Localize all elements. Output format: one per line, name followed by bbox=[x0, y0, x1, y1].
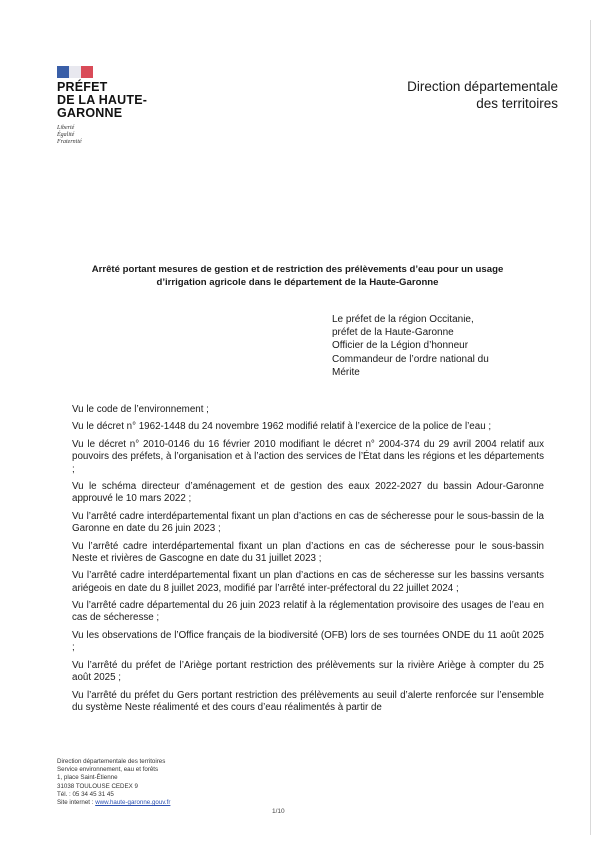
marianne-logo bbox=[57, 66, 167, 146]
title-line: Arrêté portant mesures de gestion et de restriction des prélèvements d’eau pour un usage bbox=[91, 264, 504, 275]
visa-paragraph: Vu l’arrêté cadre départemental du 26 juin 2023 relatif à la réglementation provisoire des usages de l’eau en cas de sécheresse ; bbox=[72, 600, 544, 624]
visas-list bbox=[72, 404, 544, 719]
visa-paragraph: Vu l’arrêté cadre interdépartemental fixant un plan d’actions en cas de sécheresse pour le sous-bassin Neste et rivières de Gascogne en date du 31 juillet 2023 ; bbox=[72, 540, 544, 564]
visa-paragraph: Vu le code de l’environnement ; bbox=[72, 404, 209, 415]
issuing-service-title bbox=[407, 78, 558, 112]
site-label: Site internet : bbox=[57, 799, 96, 807]
logo-line: GARONNE bbox=[57, 106, 123, 120]
footer-line: 31038 TOULOUSE CEDEX 9 bbox=[57, 782, 138, 790]
devise bbox=[57, 125, 167, 146]
prefet-line: Commandeur de l’ordre national du bbox=[332, 353, 489, 365]
logo-line: DE LA HAUTE- bbox=[57, 93, 148, 107]
footer-address bbox=[57, 758, 257, 807]
devise-line: Fraternité bbox=[57, 139, 82, 145]
footer-line: Service environnement, eau et forêts bbox=[57, 766, 159, 774]
footer-line: Tél. : 05 34 45 31 45 bbox=[57, 790, 114, 798]
visa-paragraph: Vu l’arrêté du préfet du Gers portant restriction des prélèvements au seuil d’alerte renforcée sur l’ensemble du système Neste réalimenté et des cours d’eau réalimentés à partir de bbox=[72, 689, 544, 713]
visa-paragraph: Vu l’arrêté cadre interdépartemental fixant un plan d’actions en cas de sécheresse sur les bassins versants ariégeois en date du 8 juillet 2023, modifié par l’arrêté inter-préfectoral du 22 juillet 2024 ; bbox=[72, 570, 544, 594]
title-line: d’irrigation agricole dans le département de la Haute-Garonne bbox=[156, 276, 439, 288]
visa-paragraph: Vu les observations de l’Office français de la biodiversité (OFB) lors de ses tournées ONDE du 11 août 2025 ; bbox=[72, 629, 544, 654]
flag-icon bbox=[57, 66, 93, 78]
footer-line: 1, place Saint-Étienne bbox=[57, 774, 118, 782]
visa-paragraph: Vu le décret n° 2010-0146 du 16 février 2010 modifiant le décret n° 2004-374 du 29 avril 2004 relatif aux pouvoirs des préfets, à l’organisation et à l’action des services de l’État dans les régions et les départements ; bbox=[72, 438, 544, 475]
visa-paragraph: Vu le schéma directeur d’aménagement et de gestion des eaux 2022-2027 du bassin Adour-Garonne approuvé le 10 mars 2022 ; bbox=[72, 481, 544, 505]
devise-line: Égalité bbox=[57, 132, 75, 138]
prefet-line: préfet de la Haute-Garonne bbox=[332, 327, 454, 339]
visa-paragraph: Vu l’arrêté cadre interdépartemental fixant un plan d’actions en cas de sécheresse pour le sous-bassin de la Garonne en date du 26 juin 2023 ; bbox=[72, 510, 544, 535]
ddt-line: Direction départementale bbox=[407, 79, 558, 94]
ddt-line: des territoires bbox=[476, 96, 558, 111]
prefet-line: Officier de la Légion d’honneur bbox=[332, 340, 469, 352]
prefet-line: Le préfet de la région Occitanie, bbox=[332, 314, 474, 325]
footer-site bbox=[57, 799, 257, 807]
scan-edge-divider bbox=[590, 20, 591, 835]
visa-paragraph: Vu le décret n° 1962-1448 du 24 novembre 1962 modifié relatif à l’exercice de la police de l’eau ; bbox=[72, 421, 492, 433]
prefet-signatory-block bbox=[332, 313, 547, 379]
arrete-title bbox=[50, 264, 545, 289]
visa-paragraph: Vu l’arrêté du préfet de l’Ariège portant restriction des prélèvements sur la rivière Ariège à compter du 25 août 2025 ; bbox=[72, 659, 544, 684]
page-number: 1/10 bbox=[272, 808, 285, 815]
devise-line: Liberté bbox=[57, 125, 75, 131]
footer-line: Direction départementale des territoires bbox=[57, 758, 166, 765]
logo-line: PRÉFET bbox=[57, 80, 108, 94]
prefet-line: Mérite bbox=[332, 366, 360, 378]
site-link[interactable]: www.haute-garonne.gouv.fr bbox=[95, 799, 171, 807]
